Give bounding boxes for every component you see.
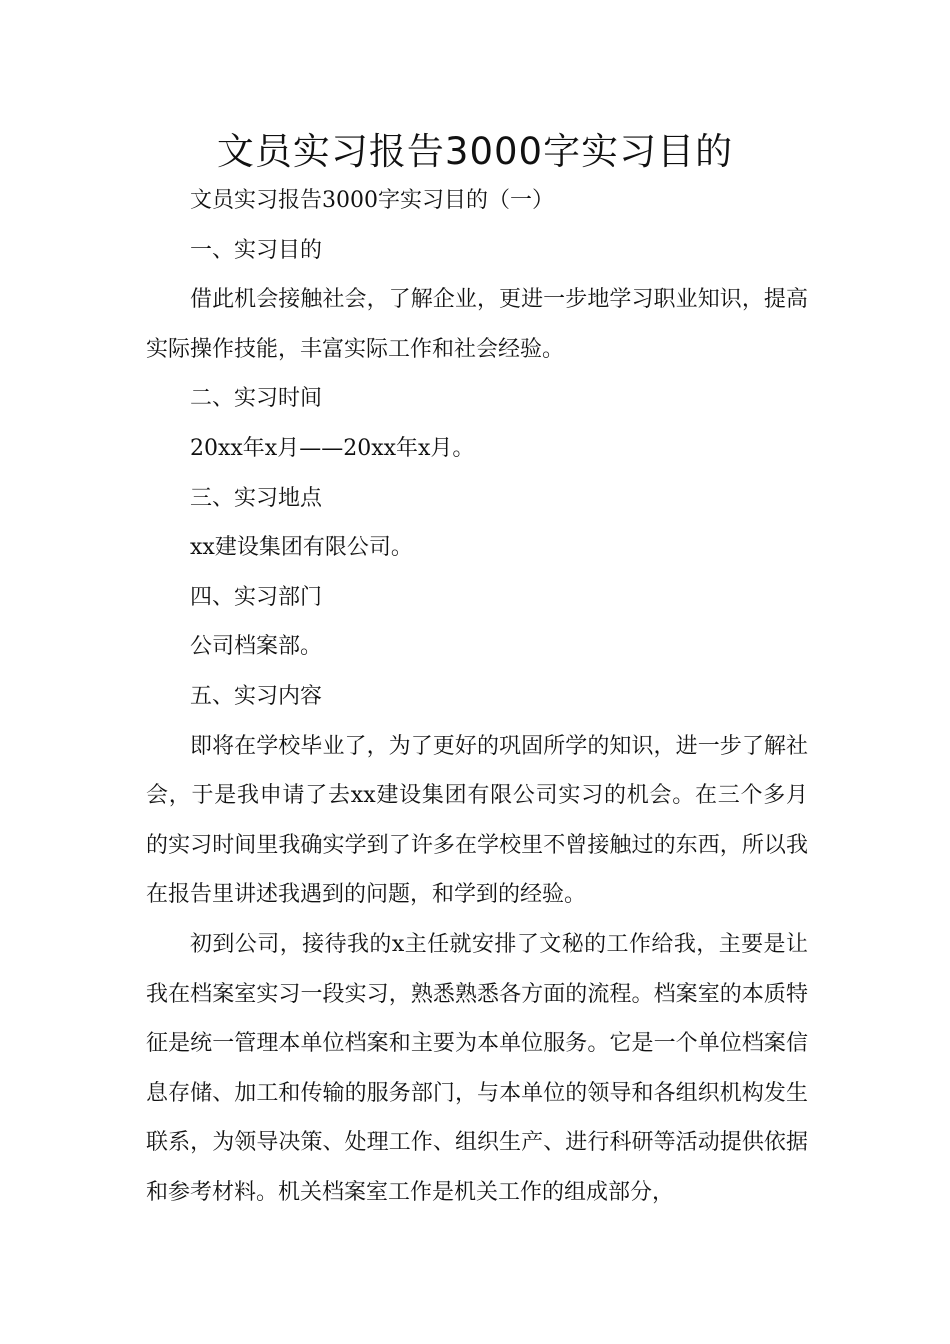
paragraph: 借此机会接触社会，了解企业，更进一步地学习职业知识，提高实际操作技能，丰富实际工作和社会经验。: [146, 287, 808, 362]
paragraph: 20xx年x月——20xx年x月。: [190, 435, 475, 461]
document-body: [146, 176, 808, 1217]
document-title: 文员实习报告3000字实习目的: [216, 130, 734, 173]
paragraph: 公司档案部。: [190, 634, 323, 660]
section-heading: 二、实习时间: [190, 386, 323, 412]
section-heading: 五、实习内容: [190, 683, 323, 709]
paragraph: 初到公司，接待我的x主任就安排了文秘的工作给我，主要是让我在档案室实习一段实习，熟悉熟悉各方面的流程。档案室的本质特征是统一管理本单位档案和主要为本单位服务。它是一个单位档案信息存储、加工和传输的服务部门，与本单位的领导和各组织机构发生联系，为领导决策、处理工作、组织生产、进行科研等活动提供依据和参考材料。机关档案室工作是机关工作的组成部分，: [146, 931, 808, 1205]
section-heading: 三、实习地点: [190, 485, 323, 511]
subtitle-paragraph: 文员实习报告3000字实习目的（一）: [190, 188, 554, 213]
paragraph: xx建设集团有限公司。: [190, 535, 413, 561]
section-heading: 一、实习目的: [190, 237, 323, 263]
paragraph: 即将在学校毕业了，为了更好的巩固所学的知识，进一步了解社会，于是我申请了去xx建设集团有限公司实习的机会。在三个多月的实习时间里我确实学到了许多在学校里不曾接触过的东西，所以我在报告里讲述我遇到的问题，和学到的经验。: [146, 733, 808, 908]
section-heading: 四、实习部门: [190, 584, 323, 610]
